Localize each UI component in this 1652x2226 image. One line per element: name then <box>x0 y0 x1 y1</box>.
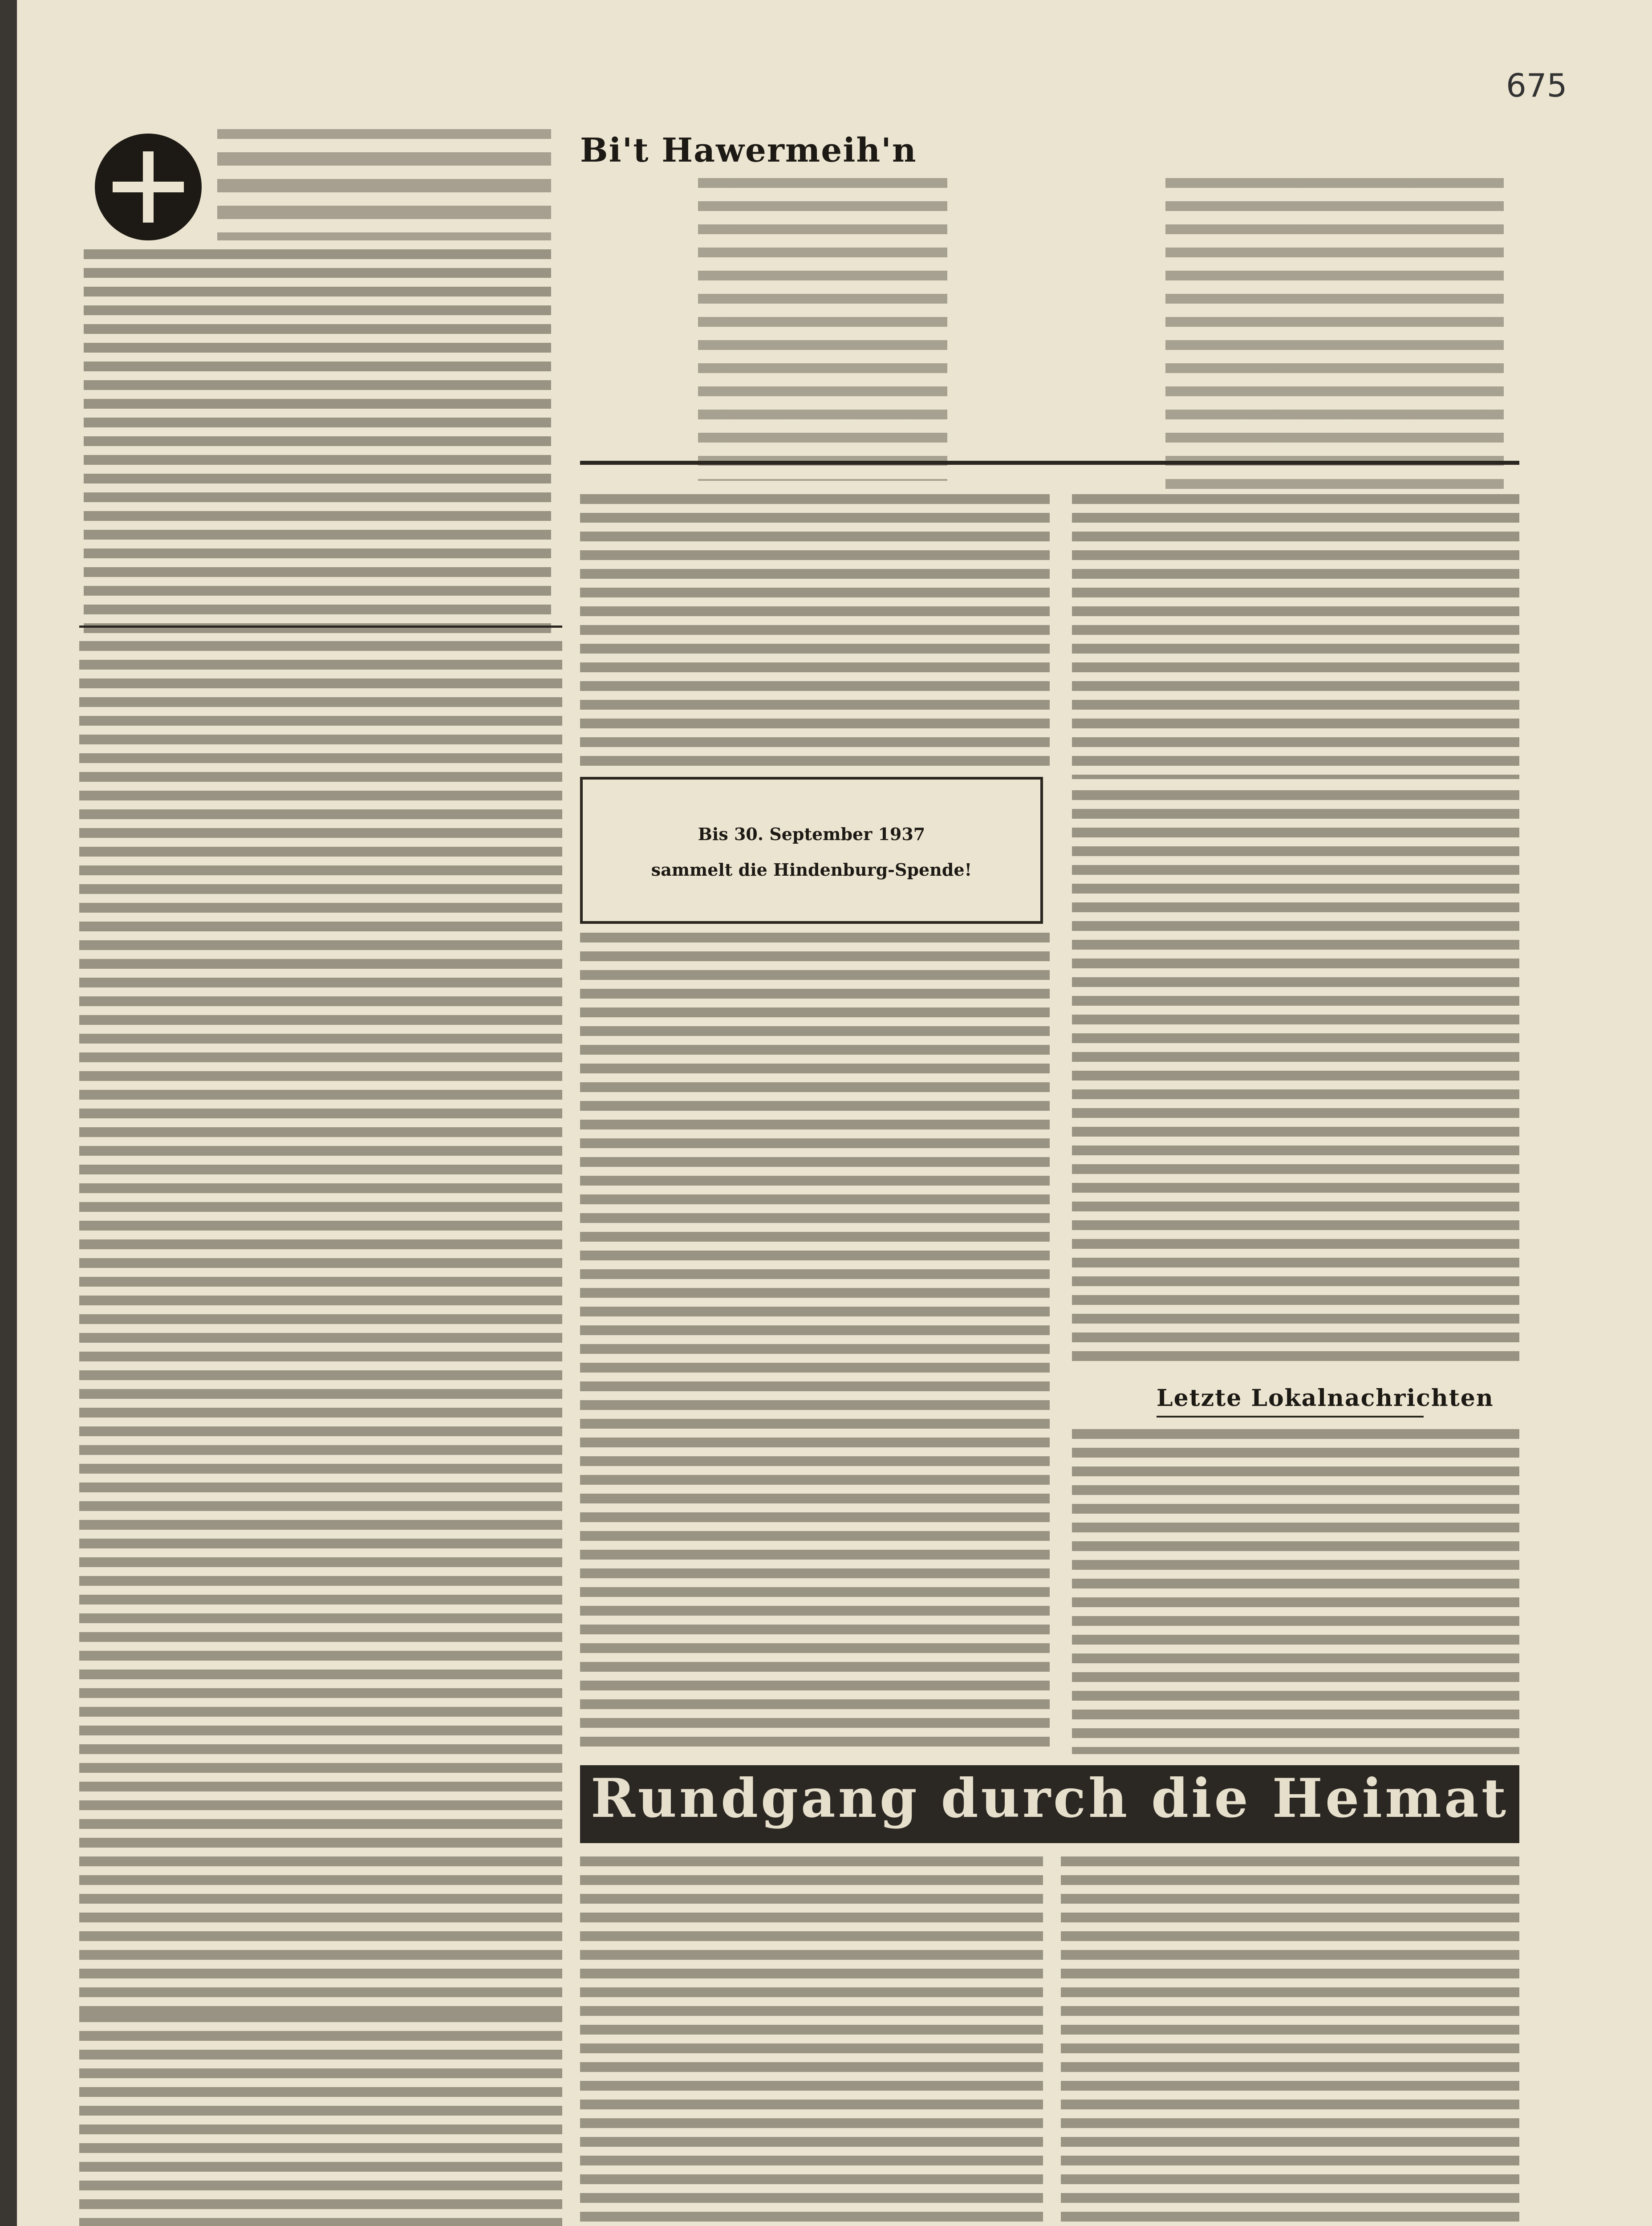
newspaper-page <box>17 0 1652 2226</box>
poem-bottom-rule <box>580 461 1519 465</box>
bottom-column-right-text <box>1061 1856 1519 2226</box>
column-3-middle-text <box>1072 790 1519 1369</box>
column-3-lower-text <box>1072 1429 1519 1754</box>
notice-line-2: sammelt die Hindenburg-Spende! <box>651 860 972 880</box>
notice-line-1: Bis 30. September 1937 <box>698 824 925 844</box>
column-1-lower-text <box>79 2012 562 2226</box>
announcement-text <box>84 249 551 641</box>
emblem-icon <box>95 134 202 240</box>
page-binding-edge <box>0 0 17 2226</box>
page-number: 675 <box>1506 67 1567 104</box>
column-2-text <box>580 494 1050 766</box>
masthead-heading-lines <box>217 129 551 240</box>
notice-box <box>580 777 1043 924</box>
poem-verses-left <box>698 178 947 481</box>
bottom-column-left-text <box>580 1856 1043 2226</box>
section-heading: Letzte Lokalnachrichten <box>1157 1385 1494 1412</box>
left-column-top-rule <box>79 626 562 628</box>
column-1-text <box>79 641 562 2012</box>
section-banner: Rundgang durch die Heimat <box>580 1765 1519 1843</box>
poem-title: Bi't Hawermeih'n <box>580 131 917 170</box>
poem-verses-right <box>1165 178 1504 490</box>
section-heading-underline <box>1157 1416 1424 1418</box>
column-3-text <box>1072 494 1519 779</box>
column-2-lower-text <box>580 933 1050 1752</box>
